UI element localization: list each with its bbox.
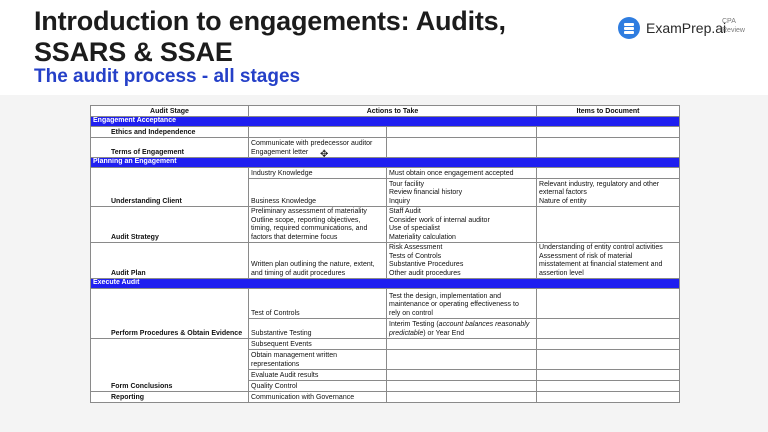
title-line-2: SSARS & SSAE: [34, 37, 233, 67]
stage-cell: Audit Strategy: [91, 207, 249, 243]
stage-cell: Form Conclusions: [91, 339, 249, 392]
section-title: Engagement Acceptance: [91, 117, 680, 127]
section-row-execute: [91, 279, 680, 289]
examprep-logo: [618, 16, 726, 40]
table-row: Business Knowledge Tour facility Review financial history Inquiry Relevant industry, regulatory and other external factors Nature of entity: [91, 179, 680, 207]
column-header-audit-stage: Audit Stage: [91, 106, 249, 117]
table-row: Obtain management written representations: [91, 350, 680, 370]
table-row: Reporting Communication with Governance: [91, 392, 680, 403]
table-row: Understanding Client Industry Knowledge Must obtain once engagement accepted: [91, 168, 680, 179]
table-row: [91, 138, 680, 158]
section-row-engagement: [91, 117, 680, 127]
audit-process-table: [90, 105, 679, 403]
stage-cell: Ethics and Independence: [91, 127, 249, 138]
title-line-1: Introduction to engagements: Audits,: [34, 6, 506, 36]
logo-name: ExamPrep.ai: [646, 20, 727, 36]
stage-cell: Reporting: [91, 392, 249, 403]
table-row: Audit Strategy Preliminary assessment of materiality Outline scope, reporting objectives, timing, required communications, and factors that determine focus Staff Audit Consider work of internal auditor Use of specialist Materiality calculation: [91, 207, 680, 243]
stage-cell: Terms of Engagement: [91, 138, 249, 158]
stage-cell: Audit Plan: [91, 243, 249, 279]
page-subtitle: The audit process - all stages: [34, 66, 301, 87]
header: [0, 0, 768, 95]
section-title: Planning an Engagement: [91, 158, 680, 168]
move-cursor-icon: ✥: [320, 149, 329, 160]
table-header-row: [91, 106, 680, 117]
table-row: Form Conclusions Subsequent Events: [91, 339, 680, 350]
logo-tagline: CPA Review: [722, 18, 745, 34]
table-row: [91, 127, 680, 138]
section-title: Execute Audit: [91, 279, 680, 289]
action-cell: Communicate with predecessor auditor Engagement letter: [249, 138, 387, 158]
stage-cell: Perform Procedures & Obtain Evidence: [91, 289, 249, 339]
table-row: Perform Procedures & Obtain Evidence Test of Controls Test the design, implementation and maintenance or operating effectiveness to rely on control: [91, 289, 680, 319]
table-row: Evaluate Audit results: [91, 370, 680, 381]
section-row-planning: [91, 158, 680, 168]
examprep-logo-icon: [618, 17, 640, 39]
page-title: [34, 6, 506, 68]
stage-cell: Understanding Client: [91, 168, 249, 207]
table-row: Audit Plan Written plan outlining the nature, extent, and timing of audit procedures Risk Assessment Tests of Controls Substantive Procedures Other audit procedures Understanding of entity control activities Assessment of risk of material misstatement at financial statement and assertion level: [91, 243, 680, 279]
column-header-items: Items to Document: [537, 106, 680, 117]
table-row: Quality Control: [91, 381, 680, 392]
column-header-actions: Actions to Take: [249, 106, 537, 117]
table-row: Substantive Testing Interim Testing (account balances reasonably predictable) or Year End: [91, 319, 680, 339]
